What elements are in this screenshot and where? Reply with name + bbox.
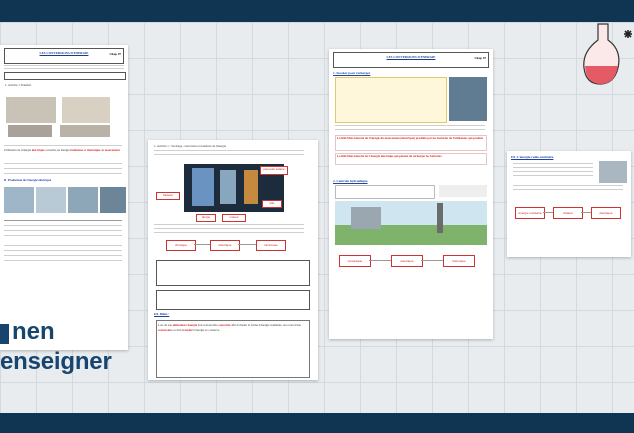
worksheet-page-2: 1. Activité 1 : Stockage, conversion et transferts de l'énergie batterie panneau solaire pile lampe moteur chimique électrique lumineuse III. Bilan : Lors de son utilisation l'énergie doit souvent être convertie afin d'obtenir la forme d'énergie souhaitée. Au cours d'une conversion ou d'un transfert l'énergie se conserve. xyxy=(148,140,318,380)
section-heading: 1. Stocker pour recharger xyxy=(333,71,371,75)
fill-conversion: conversion xyxy=(158,327,172,332)
label-solar-panel: panneau solaire xyxy=(260,166,288,175)
section-heading: III. L'énergie radio-nucléaire xyxy=(511,155,554,159)
label-pile: pile xyxy=(262,200,282,208)
highlight-answer-2: La lithi Mais batterie les l'énergie électrique qui permet de recharger les batteries. xyxy=(337,154,443,158)
logo-bar-icon xyxy=(0,324,9,344)
section-heading: II. Production de l'énergie électrique xyxy=(4,178,52,182)
logo-text-1: nen xyxy=(12,318,55,345)
logo-text-2: enseigner xyxy=(0,348,112,375)
top-banner xyxy=(0,0,634,22)
fill-convertie: convertie xyxy=(218,323,231,327)
label-nuclear: énergie nucléaire xyxy=(515,207,545,219)
fill-transfert: transfert xyxy=(182,327,194,332)
fill-mouvement: mouvement xyxy=(104,148,120,152)
label-battery: batterie xyxy=(156,192,180,200)
worksheet-page-4 xyxy=(507,151,631,257)
worksheet-page-3 xyxy=(329,49,493,339)
highlight-answer-1: La lithi Mais batterie de l'énergie du mouvement (électrique) produite par les bactéries de l'utilisateur qui produit xyxy=(337,136,483,140)
chain-electrique: électrique xyxy=(391,255,423,267)
chapter-label: Chap. 07 xyxy=(474,56,486,60)
page-title: LES CONVERSIONS D'ENERGIE xyxy=(39,51,89,55)
chain-thermique: thermique xyxy=(443,255,475,267)
fill-utilisation: utilisation xyxy=(172,323,186,327)
chain-lumineuse: lumineuse xyxy=(256,240,286,251)
label-heat: chaleur xyxy=(553,207,583,219)
chapter-label: Chap. 07 xyxy=(109,52,121,56)
section-heading: 2. Centrale hydraulique xyxy=(333,179,368,183)
worksheet-page-1: LES CONVERSIONS D'ENERGIE Chap. 07 1. Activité 1 Transfert Utilisation de l'énergie électrique convertie en énergie lumineuse et thermique de mouvement II. Production de l'énergie électrique xyxy=(0,45,128,350)
chain-mecanique: mécanique xyxy=(339,255,371,267)
fill-electrique: électrique xyxy=(31,148,45,152)
label-lamp: lampe xyxy=(196,214,216,222)
page-title: LES CONVERSIONS D'ENERGIE xyxy=(386,55,436,59)
bottom-banner xyxy=(0,413,634,433)
fill-thermique: thermique xyxy=(87,148,101,152)
fill-lumineuse: lumineuse xyxy=(70,148,84,152)
intro-label: 1. Activité 1 Transfert xyxy=(5,83,32,87)
page-header xyxy=(4,48,124,64)
chain-chimique: chimique xyxy=(166,240,196,251)
label-electric: électrique xyxy=(591,207,621,219)
label-motor: moteur xyxy=(222,214,246,222)
chain-electrique: électrique xyxy=(210,240,240,251)
flask-icon xyxy=(582,22,634,94)
section-heading: 1. Activité 1 : Stockage, conversion et transferts de l'énergie xyxy=(154,144,227,148)
page-header xyxy=(333,52,489,68)
fill-energie: énergie xyxy=(187,323,198,327)
bilan-heading: III. Bilan : xyxy=(154,312,170,316)
brand-logo xyxy=(0,318,140,386)
